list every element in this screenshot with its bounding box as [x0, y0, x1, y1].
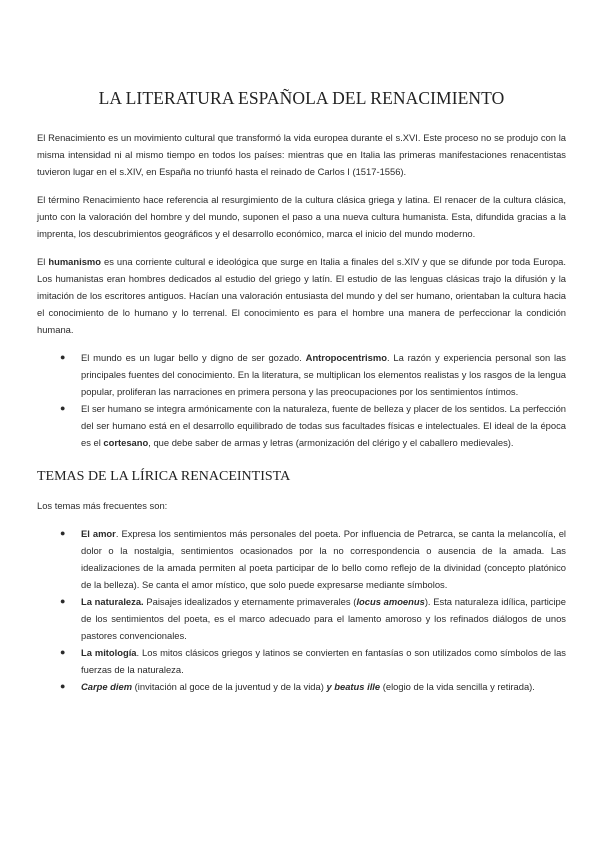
humanism-bullet-list: [37, 349, 566, 451]
themes-bullet-list: [37, 525, 566, 695]
text-run: El mundo es un lugar bello y digno de ser gozado.: [81, 352, 306, 363]
text-run: ). Esta naturaleza idílica, participe de los sentimientos del poeta, es el marco adecuado para el lamento amoroso y los refinados diálogos de unos pastores convencionales.: [81, 596, 566, 641]
section-lead: Los temas más frecuentes son:: [37, 500, 168, 511]
text-run: . Expresa los sentimientos más personales del poeta. Por influencia de Petrarca, se canta la melancolía, el dolor o la nostalgia, sentimientos ocasionados por la no correspondencia o ausencia de la amada. Las idealizaciones de la amada permiten al poeta participar de lo bello como reflejo de la divinidad (concepto platónico de la belleza). Se canta el amor místico, que solo puede expresarse mediante símbolos.: [81, 528, 567, 590]
text-run: (elogio de la vida sencilla y retirada).: [380, 681, 535, 692]
text-run: . La razón y experiencia personal son las principales fuentes del conocimiento. En la literatura, se multiplican los elementos realistas y los rasgos de la lengua popular, proliferan las narraciones en primera persona y las preocupaciones por los sentimientos íntimos.: [81, 352, 566, 397]
list-item: [60, 593, 566, 644]
text-run: es una corriente cultural e ideológica que surge en Italia a finales del s.XIV y que se difunde por toda Europa. Los humanistas eran hombres dedicados al estudio del griego y latín. El estudio de las lenguas clásicas trajo la difusión y la imitación de los escritores antiguos. Hacían una valoración entusiasta del mundo y del ser humano, orientaban la cultura hacia el conocimiento de lo humano y lo terrenal. El conocimiento es para el hombre una manera de perfeccionar la condición humana.: [37, 256, 566, 335]
list-item: [60, 644, 566, 678]
term-carpe-diem: Carpe diem: [81, 681, 133, 692]
bullet-icon: ●: [60, 403, 66, 413]
list-item: [60, 400, 566, 451]
bullet-icon: ●: [60, 681, 66, 691]
list-item: [60, 678, 566, 695]
section-heading-temas: TEMAS DE LA LÍRICA RENACEINTISTA: [37, 469, 291, 484]
theme-title-naturaleza: La naturaleza.: [81, 596, 144, 607]
bullet-icon: ●: [60, 647, 66, 657]
text-run: . Los mitos clásicos griegos y latinos se convierten en fantasías o son utilizados como símbolos de las fuerzas de la naturaleza.: [81, 647, 566, 675]
intro-paragraph-3: [37, 253, 566, 338]
term-beatus-ille: y beatus ille: [326, 681, 381, 692]
list-item: [60, 349, 566, 400]
text-run: El ser humano se integra armónicamente con la naturaleza, fuente de belleza y placer de los sentidos. La perfección del ser humano está en el desarrollo equilibrado de todas sus facultades físicas e intelectuales. El ideal de la época es el: [81, 403, 566, 448]
text-run: (invitación al goce de la juventud y de la vida): [132, 681, 327, 692]
text-run: El: [37, 256, 49, 267]
term-antropocentrismo: Antropocentrismo: [305, 352, 387, 363]
bullet-icon: ●: [60, 528, 66, 538]
theme-title-amor: El amor: [81, 528, 116, 539]
bullet-icon: ●: [60, 596, 66, 606]
term-locus-amoenus: locus amoenus: [356, 596, 425, 607]
page-title: LA LITERATURA ESPAÑOLA DEL RENACIMIENTO: [98, 88, 505, 108]
term-cortesano: cortesano: [103, 437, 149, 448]
intro-paragraph-1: El Renacimiento es un movimiento cultural que transformó la vida europea durante el s.XVI. Este proceso no se produjo con la misma intensidad ni al mismo tiempo en todos los países: mientras que en Italia las primeras manifestaciones renacentistas tuvieron lugar en el s.XIV, en España no triunfó hasta el reinado de Carlos I (1517-1556).: [37, 132, 566, 177]
theme-title-mitologia: La mitología: [81, 647, 137, 658]
list-item: [60, 525, 567, 593]
intro-paragraph-2: El término Renacimiento hace referencia al resurgimiento de la cultura clásica griega y latina. El renacer de la cultura clásica, junto con la valoración del hombre y del mundo, suponen el paso a una nueva cultura humanista. Esta, difundida gracias a la imprenta, los descubrimientos geográficos y el desarrollo económico, marca el inicio del mundo moderno.: [37, 194, 566, 239]
bullet-icon: ●: [60, 352, 66, 362]
term-humanismo: humanismo: [48, 256, 101, 267]
text-run: , que debe saber de armas y letras (armonización del clérigo y el caballero medievales).: [148, 437, 514, 448]
text-run: Paisajes idealizados y eternamente primaverales (: [143, 596, 357, 607]
